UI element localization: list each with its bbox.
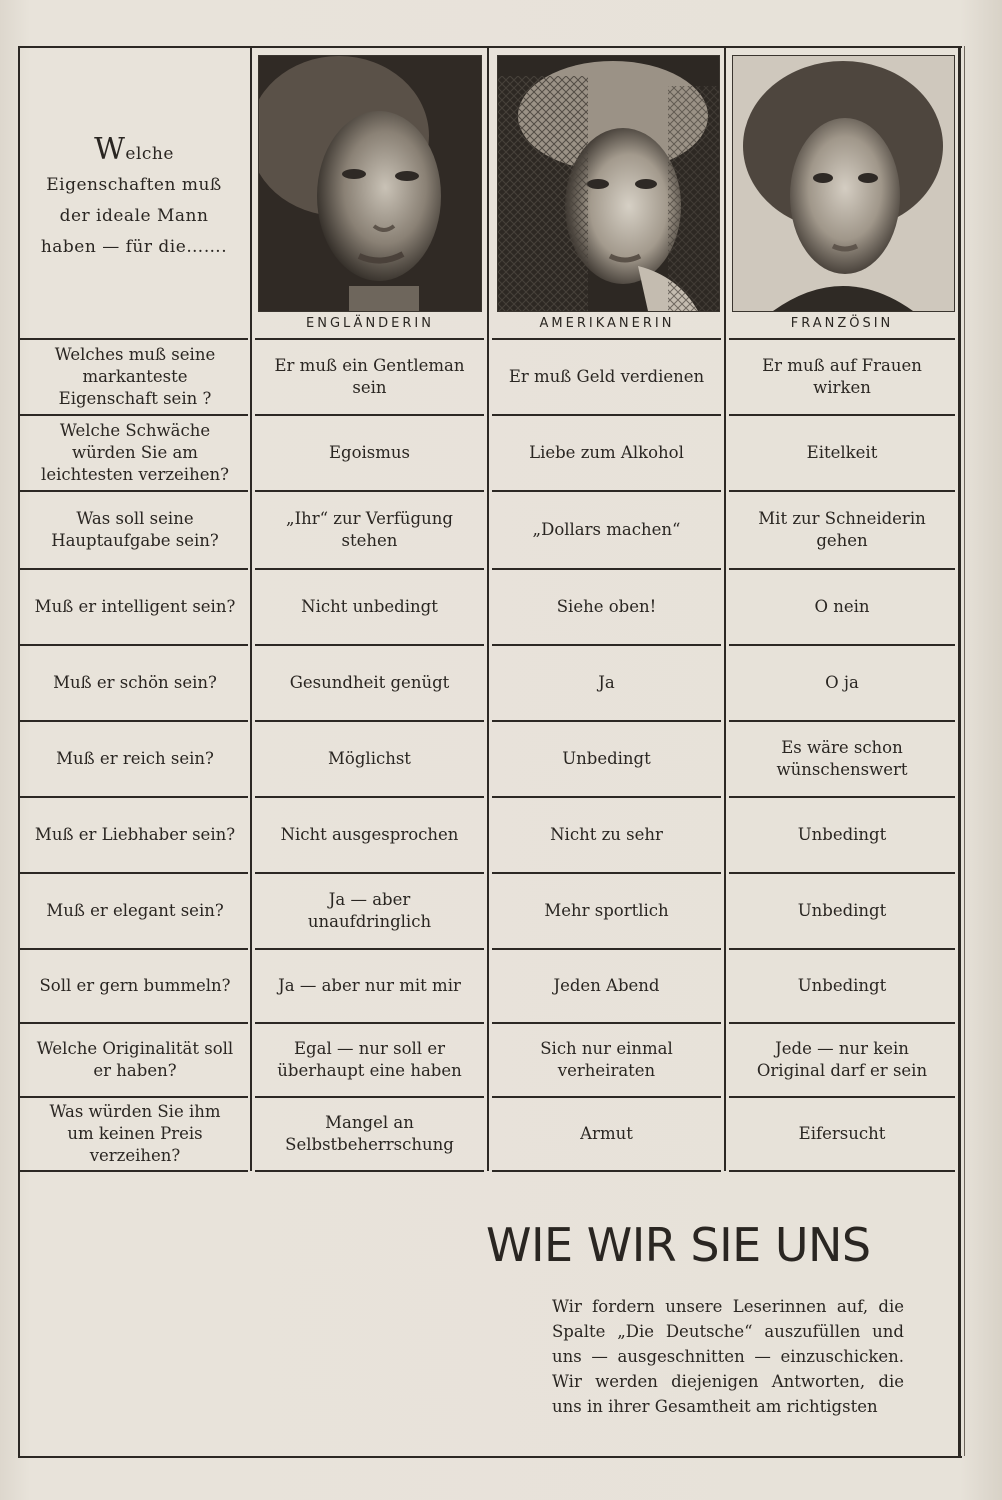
portrait-photo-with-veil-icon bbox=[498, 56, 719, 311]
answer-cell: Er muß ein Gentleman sein bbox=[274, 356, 465, 397]
answer-cell: Jeden Abend bbox=[553, 976, 660, 995]
portrait-photo-icon bbox=[259, 56, 481, 311]
answer-cell: Sich nur einmal verheiraten bbox=[540, 1039, 673, 1080]
answer-cell: Nicht ausgesprochen bbox=[280, 825, 459, 844]
answer-cell: Unbedingt bbox=[562, 749, 651, 768]
question-cell: Muß er elegant sein? bbox=[46, 901, 224, 920]
photo-englaenderin bbox=[258, 55, 482, 312]
column-label-franzoesin: FRANZÖSIN bbox=[790, 316, 894, 331]
column-label-englaenderin: ENGLÄNDERIN bbox=[306, 316, 434, 331]
answer-cell: Ja — aber nur mit mir bbox=[278, 976, 461, 995]
answer-cell: Möglichst bbox=[328, 749, 411, 768]
answer-cell: Er muß auf Frauen wirken bbox=[762, 356, 922, 397]
answer-cell: Ja bbox=[598, 673, 615, 692]
answer-cell: Eitelkeit bbox=[806, 443, 878, 462]
answer-cell: Liebe zum Alkohol bbox=[529, 443, 684, 462]
question-cell: Muß er reich sein? bbox=[56, 749, 214, 768]
right-border-rule-thin bbox=[964, 46, 965, 1456]
answer-cell: Ja — aber unaufdringlich bbox=[307, 890, 432, 931]
answer-cell: Eifersucht bbox=[798, 1124, 886, 1143]
question-cell: Was würden Sie ihm um keinen Preis verzeihen? bbox=[49, 1102, 221, 1165]
body-text: Wir fordern unsere Leserinnen auf, die Spalte „Die Deutsche“ auszufüllen und uns — ausgeschnitten — einzuschicken. Wir werden diejenigen Antworten, die uns in ihrer Gesamtheit am richtigsten bbox=[552, 1297, 904, 1416]
column-label-amerikanerin: AMERIKANERIN bbox=[539, 316, 675, 331]
answer-cell: Unbedingt bbox=[797, 825, 887, 844]
row-separator bbox=[255, 1170, 484, 1172]
intro-initial: W bbox=[94, 132, 126, 167]
row-separator bbox=[20, 1170, 248, 1172]
answer-cell: Mangel an Selbstbeherrschung bbox=[285, 1113, 454, 1154]
answer-cell: O ja bbox=[825, 673, 859, 692]
portrait-photo-icon bbox=[733, 56, 954, 311]
answer-cell: Egoismus bbox=[328, 443, 411, 462]
answer-cell: Mit zur Schneiderin gehen bbox=[758, 509, 926, 550]
answer-cell: Siehe oben! bbox=[556, 597, 657, 616]
question-cell: Muß er intelligent sein? bbox=[34, 597, 236, 616]
answer-cell: Nicht zu sehr bbox=[550, 825, 663, 844]
answer-cell: Nicht unbedingt bbox=[301, 597, 438, 616]
answer-cell: O nein bbox=[814, 597, 870, 616]
row-separator bbox=[492, 1170, 721, 1172]
answer-cell: Armut bbox=[580, 1124, 633, 1143]
question-cell: Muß er Liebhaber sein? bbox=[34, 825, 236, 844]
headline: WIE WIR SIE UNS bbox=[486, 1218, 871, 1272]
right-border-rule bbox=[958, 46, 961, 1456]
row-separator bbox=[729, 1170, 955, 1172]
answer-cell: Er muß Geld verdienen bbox=[508, 367, 705, 386]
photo-amerikanerin bbox=[497, 55, 720, 312]
answer-cell: „Ihr“ zur Verfügung stehen bbox=[286, 509, 453, 550]
photo-franzoesin bbox=[732, 55, 955, 312]
question-cell: Welches muß seine markanteste Eigenschaft sein ? bbox=[54, 345, 216, 408]
answer-cell: Mehr sportlich bbox=[544, 901, 669, 920]
intro-question bbox=[34, 134, 234, 263]
answer-cell: Gesundheit genügt bbox=[289, 673, 450, 692]
answer-cell: Jede — nur kein Original darf er sein bbox=[756, 1039, 928, 1080]
answer-cell: Unbedingt bbox=[797, 901, 887, 920]
question-cell: Was soll seine Hauptaufgabe sein? bbox=[51, 509, 219, 550]
question-cell: Welche Schwäche würden Sie am leichtesten verzeihen? bbox=[41, 421, 229, 484]
question-cell: Muß er schön sein? bbox=[53, 673, 217, 692]
answer-cell: Unbedingt bbox=[797, 976, 887, 995]
answer-cell: „Dollars machen“ bbox=[532, 520, 681, 539]
answer-cell: Es wäre schon wünschenswert bbox=[776, 738, 908, 779]
question-cell: Welche Originalität soll er haben? bbox=[36, 1039, 234, 1080]
question-cell: Soll er gern bummeln? bbox=[39, 976, 231, 995]
answer-cell: Egal — nur soll er überhaupt eine haben bbox=[277, 1039, 462, 1080]
intro-text: elche Eigenschaften muß der ideale Mann haben — für die……. bbox=[40, 144, 228, 257]
